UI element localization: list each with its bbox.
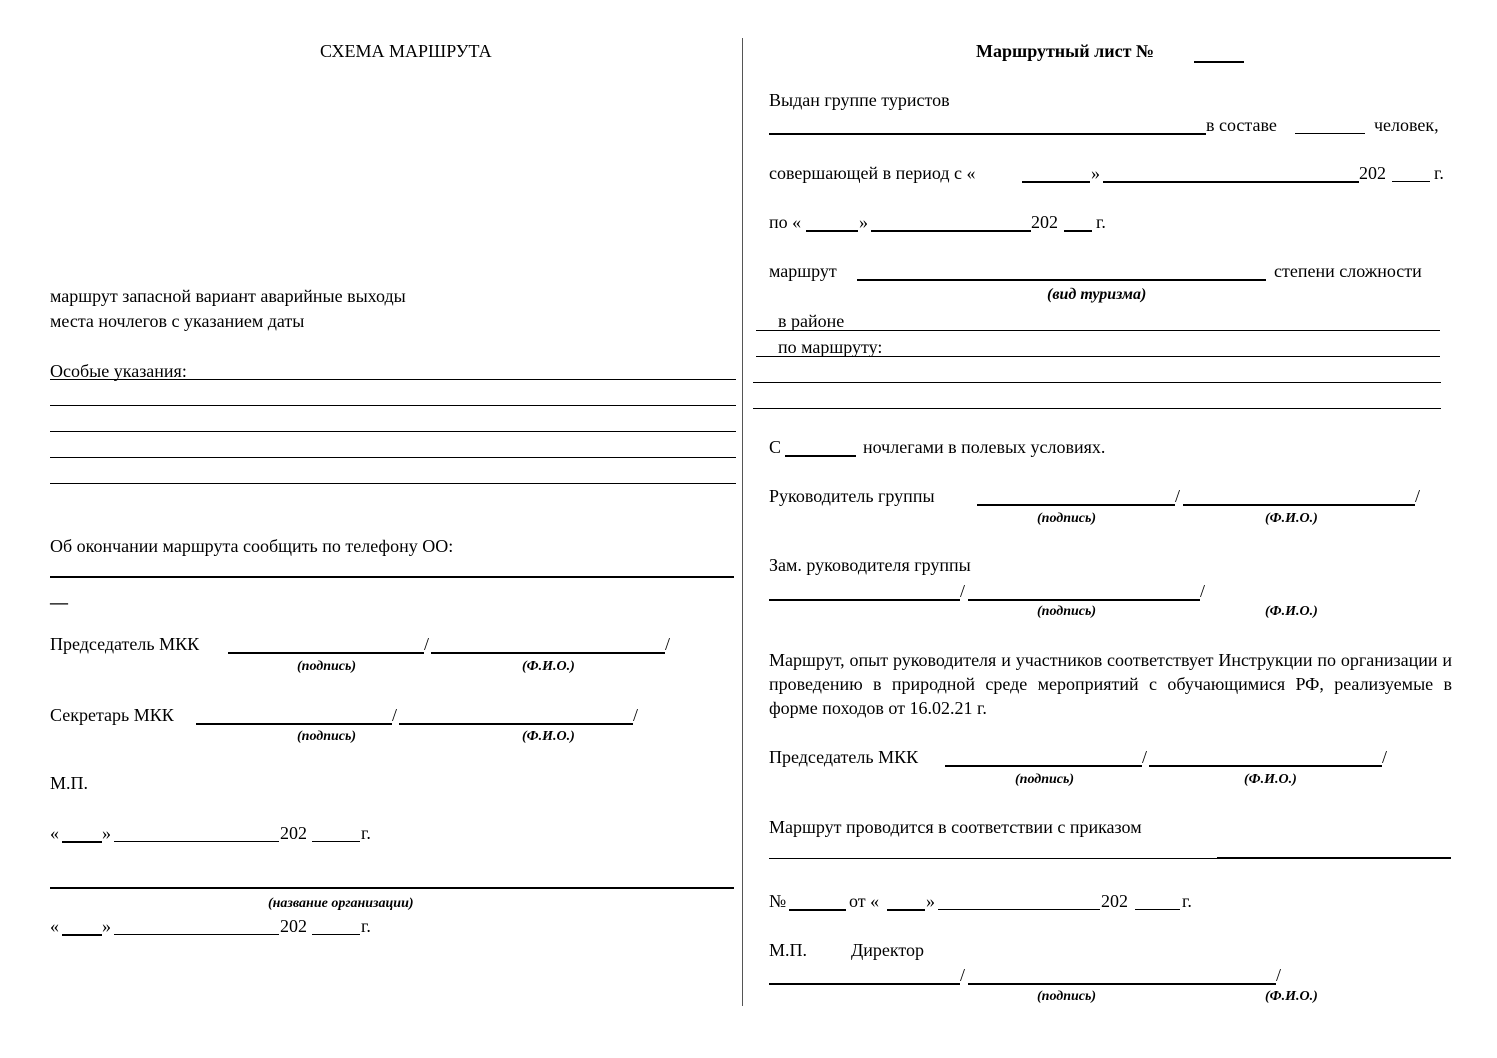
- order-date-label: от «: [849, 891, 880, 911]
- order-number-line[interactable]: [789, 909, 846, 911]
- director-fio-line[interactable]: [968, 983, 1276, 985]
- persons-label: человек,: [1374, 115, 1439, 135]
- year-prefix: 202: [280, 823, 307, 843]
- slash: /: [1175, 486, 1181, 506]
- quote-open: «: [50, 916, 59, 936]
- difficulty-label: степени сложности: [1274, 261, 1422, 281]
- leader-label: Руководитель группы: [769, 486, 935, 506]
- quote-close: »: [926, 891, 935, 911]
- deputy-signature-line[interactable]: [769, 599, 960, 601]
- quote-close: »: [102, 823, 111, 843]
- year-prefix: 202: [1031, 212, 1058, 232]
- slash: /: [424, 634, 430, 654]
- fio-caption: (Ф.И.О.): [522, 729, 575, 744]
- period-end-day-line[interactable]: [806, 230, 858, 232]
- slash: /: [960, 581, 966, 601]
- signature-caption: (подпись): [1037, 989, 1097, 1004]
- right-chairman-label: Председатель МКК: [769, 747, 919, 767]
- period-end-month-line[interactable]: [871, 230, 1031, 232]
- period-start-year-line[interactable]: [1392, 181, 1430, 182]
- fio-caption: (Ф.И.О.): [1265, 989, 1318, 1004]
- special-line-4[interactable]: [50, 457, 736, 458]
- group-name-line[interactable]: [769, 133, 1206, 135]
- by-route-line-1[interactable]: [756, 356, 1440, 357]
- phone-report-label: Об окончании маршрута сообщить по телефону ОО:: [50, 536, 454, 556]
- period-end-label: по «: [769, 212, 802, 232]
- slash: /: [1276, 965, 1282, 985]
- quote-open: «: [50, 823, 59, 843]
- left-secretary-signature-line[interactable]: [196, 723, 392, 725]
- tourism-type-caption: (вид туризма): [1047, 286, 1147, 303]
- order-date-year-line[interactable]: [1135, 909, 1180, 910]
- order-number-label: №: [769, 891, 787, 911]
- left-chairman-fio-line[interactable]: [431, 652, 665, 654]
- compliance-statement: Маршрут, опыт руководителя и участников соответствует Инструкции по организации и проведению в природной среде мероприятий с обучающимися РФ, реализуемые в форме походов от 16.02.21 г.: [769, 650, 1452, 718]
- left-chairman-label: Председатель МКК: [50, 634, 200, 654]
- organization-name-caption: (название организации): [268, 896, 414, 911]
- year-suffix: г.: [361, 823, 371, 843]
- year-suffix: г.: [1096, 212, 1106, 232]
- left-chairman-signature-line[interactable]: [228, 652, 424, 654]
- nights-label: ночлегами в полевых условиях.: [863, 437, 1106, 457]
- slash: /: [665, 634, 671, 654]
- year-prefix: 202: [1359, 163, 1386, 183]
- slash: /: [1382, 747, 1388, 767]
- year-suffix: г.: [1434, 163, 1444, 183]
- left-date2-year-line[interactable]: [312, 934, 360, 935]
- period-end-year-line[interactable]: [1064, 230, 1092, 232]
- fio-caption: (Ф.И.О.): [1265, 604, 1318, 619]
- left-date1-month-line[interactable]: [114, 841, 279, 842]
- fio-caption: (Ф.И.О.): [1244, 772, 1297, 787]
- route-label: маршрут: [769, 261, 837, 281]
- signature-caption: (подпись): [297, 729, 357, 744]
- leader-fio-line[interactable]: [1183, 504, 1415, 506]
- page-divider: [742, 38, 743, 1006]
- period-start-day-line[interactable]: [1022, 181, 1090, 183]
- special-instructions-label: Особые указания:: [50, 361, 187, 381]
- quote-close: »: [102, 916, 111, 936]
- left-secretary-label: Секретарь МКК: [50, 705, 174, 725]
- quote-close: »: [1091, 163, 1100, 183]
- deputy-label: Зам. руководителя группы: [769, 555, 971, 575]
- slash: /: [1142, 747, 1148, 767]
- persons-count-line[interactable]: [1295, 133, 1365, 134]
- by-route-label: по маршруту:: [778, 337, 883, 357]
- route-note-line-2: места ночлегов с указанием даты: [50, 311, 305, 331]
- special-line-1[interactable]: [50, 379, 736, 380]
- organization-name-line[interactable]: [50, 887, 734, 889]
- right-chairman-fio-line[interactable]: [1149, 765, 1382, 767]
- composition-label: в составе: [1206, 115, 1277, 135]
- slash: /: [960, 965, 966, 985]
- order-line[interactable]: [769, 858, 1217, 859]
- deputy-fio-line[interactable]: [968, 599, 1200, 601]
- region-line[interactable]: [756, 330, 1440, 331]
- slash: /: [392, 705, 398, 725]
- slash: /: [1415, 486, 1421, 506]
- year-suffix: г.: [361, 916, 371, 936]
- slash: /: [633, 705, 639, 725]
- route-sheet-number-line[interactable]: [1194, 61, 1244, 63]
- period-start-month-line[interactable]: [1103, 181, 1359, 183]
- route-note-line-1: маршрут запасной вариант аварийные выходы: [50, 286, 406, 306]
- order-date-month-line[interactable]: [938, 909, 1100, 910]
- right-chairman-signature-line[interactable]: [945, 765, 1142, 767]
- year-prefix: 202: [280, 916, 307, 936]
- nights-count-line[interactable]: [785, 455, 856, 457]
- special-line-2[interactable]: [50, 405, 736, 406]
- left-date1-day-line[interactable]: [62, 841, 102, 843]
- route-sheet-title: Маршрутный лист №: [976, 41, 1154, 61]
- director-label: Директор: [851, 940, 925, 960]
- nights-prefix: С: [769, 437, 782, 457]
- director-signature-line[interactable]: [769, 983, 960, 985]
- special-line-3[interactable]: [50, 431, 736, 432]
- right-stamp-place: М.П.: [769, 940, 808, 960]
- tourism-type-line[interactable]: [857, 279, 1266, 281]
- quote-close: »: [859, 212, 868, 232]
- issued-to-group-label: Выдан группе туристов: [769, 90, 950, 110]
- left-date2-month-line[interactable]: [114, 934, 279, 935]
- route-scheme-title: СХЕМА МАРШРУТА: [320, 41, 492, 61]
- by-route-line-3[interactable]: [753, 408, 1441, 409]
- fio-caption: (Ф.И.О.): [1265, 511, 1318, 526]
- signature-caption: (подпись): [1037, 604, 1097, 619]
- slash: /: [1200, 581, 1206, 601]
- leader-signature-line[interactable]: [977, 504, 1175, 506]
- order-date-day-line[interactable]: [887, 909, 925, 911]
- year-prefix: 202: [1101, 891, 1128, 911]
- fio-caption: (Ф.И.О.): [522, 659, 575, 674]
- period-label: совершающей в период с «: [769, 163, 976, 183]
- region-label: в районе: [778, 311, 845, 331]
- order-label: Маршрут проводится в соответствии с приказом: [769, 817, 1142, 837]
- phone-line-dash: —: [50, 592, 68, 612]
- left-date1-year-line[interactable]: [312, 841, 360, 842]
- phone-line[interactable]: [50, 576, 734, 578]
- signature-caption: (подпись): [1037, 511, 1097, 526]
- signature-caption: (подпись): [1015, 772, 1075, 787]
- left-stamp-place-1: М.П.: [50, 773, 89, 793]
- by-route-line-2[interactable]: [753, 382, 1441, 383]
- signature-caption: (подпись): [297, 659, 357, 674]
- left-date2-day-line[interactable]: [62, 934, 102, 936]
- year-suffix: г.: [1182, 891, 1192, 911]
- order-line-bold[interactable]: [1217, 857, 1451, 859]
- left-secretary-fio-line[interactable]: [399, 723, 633, 725]
- special-line-5[interactable]: [50, 483, 736, 484]
